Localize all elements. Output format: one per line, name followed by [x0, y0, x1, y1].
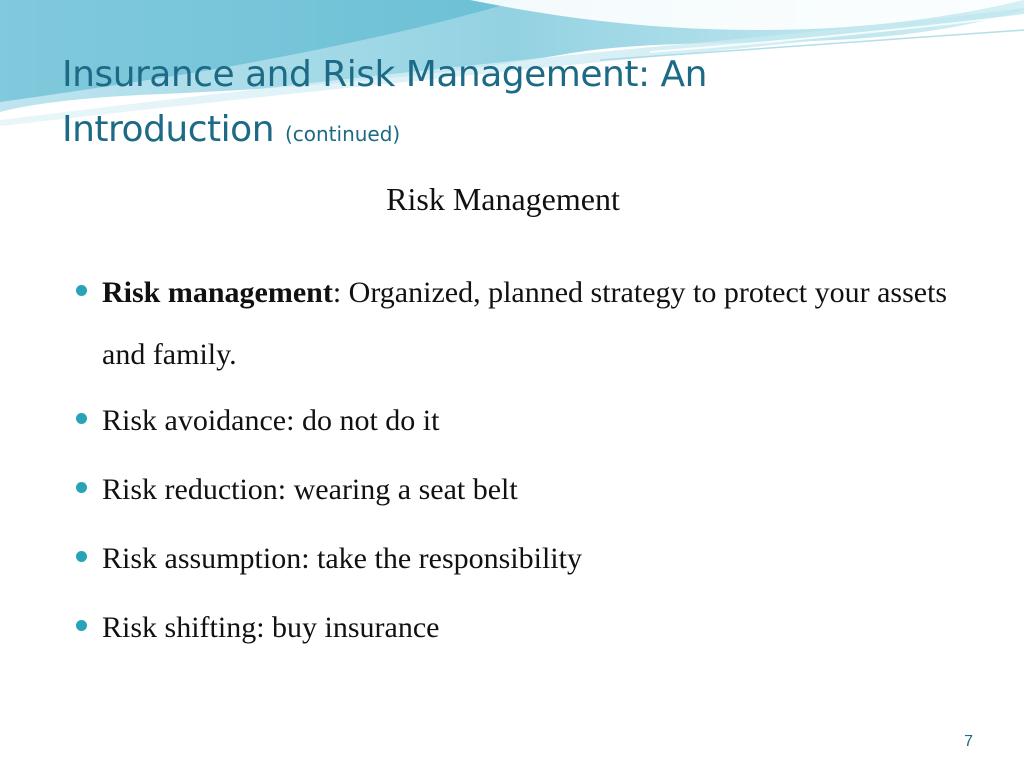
bullet-dot-icon	[76, 620, 87, 631]
bullet-dot-icon	[76, 413, 87, 424]
bullet-text: : Organized, planned strategy to protect your assets and family.	[102, 276, 948, 371]
bullet-list	[70, 262, 950, 666]
bullet-text: Risk reduction: wearing a seat belt	[102, 473, 518, 506]
slide-title-suffix: (continued)	[284, 122, 401, 146]
bullet-item	[70, 459, 950, 520]
bullet-dot-icon	[76, 482, 87, 493]
bullet-item	[70, 390, 950, 451]
page-number: 7	[964, 733, 973, 750]
bullet-dot-icon	[76, 551, 87, 562]
bullet-item	[70, 262, 950, 386]
slide-subtitle: Risk Management	[386, 181, 620, 217]
bullet-text: Risk shifting: buy insurance	[102, 611, 440, 644]
bullet-dot-icon	[76, 285, 87, 296]
bullet-item	[70, 597, 950, 658]
slide-title-main: Insurance and Risk Management: An Introduction	[62, 54, 707, 150]
bullet-item	[70, 528, 950, 589]
slide-title	[62, 47, 822, 162]
bullet-text: Risk assumption: take the responsibility	[102, 542, 582, 575]
bullet-text: Risk avoidance: do not do it	[102, 404, 440, 437]
bullet-bold-term: Risk management	[102, 276, 333, 309]
